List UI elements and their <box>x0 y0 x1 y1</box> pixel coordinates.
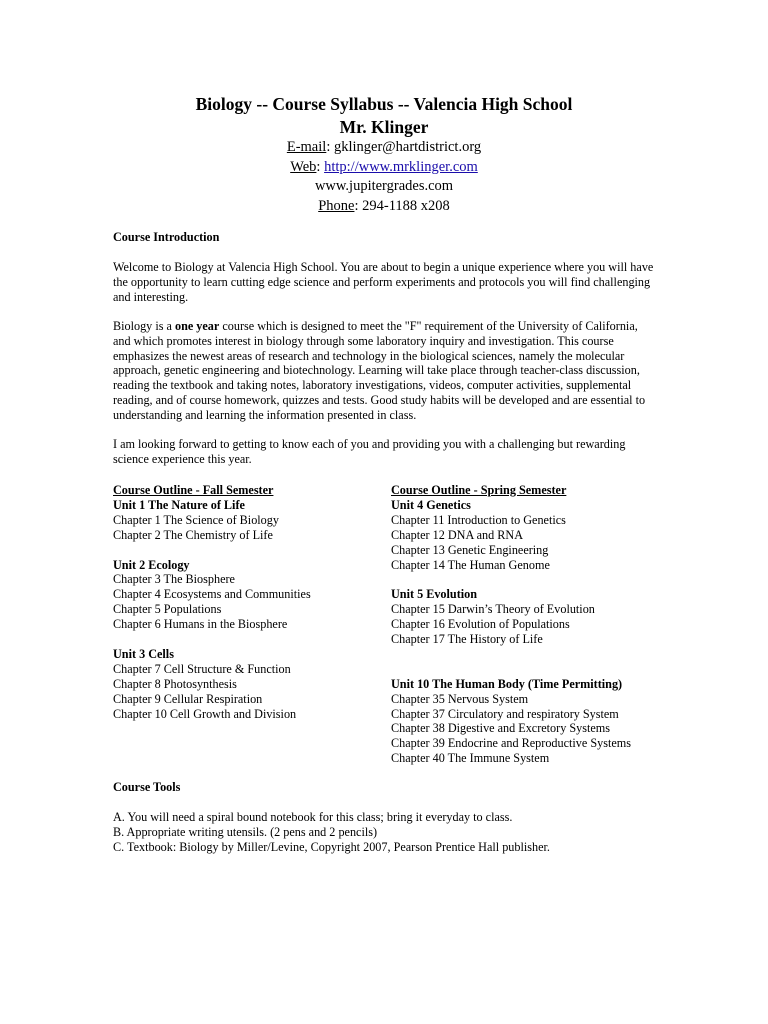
chapter-item: Chapter 11 Introduction to Genetics <box>391 512 566 527</box>
fall-outline-column <box>113 483 311 721</box>
chapter-item: Chapter 3 The Biosphere <box>113 572 235 587</box>
chapter-item: Chapter 37 Circulatory and respiratory System <box>391 706 619 721</box>
chapter-item: Chapter 10 Cell Growth and Division <box>113 706 297 721</box>
one-year-emphasis: one year <box>174 319 220 333</box>
unit-4-title: Unit 4 Genetics <box>391 497 471 512</box>
intro-text-2-start: Biology is a <box>113 319 175 333</box>
intro-paragraph-2 <box>113 319 658 423</box>
course-tools-heading: Course Tools <box>113 780 181 794</box>
syllabus-header <box>0 93 768 216</box>
intro-paragraph-3 <box>113 437 658 467</box>
phone-line: Phone: 294-1188 x208 <box>318 197 450 214</box>
chapter-item: Chapter 14 The Human Genome <box>391 557 550 572</box>
chapter-item: Chapter 7 Cell Structure & Function <box>113 661 291 676</box>
spring-outline-heading: Course Outline - Spring Semester <box>391 483 567 497</box>
teacher-name: Mr. Klinger <box>339 117 429 137</box>
unit-5-title: Unit 5 Evolution <box>391 587 478 602</box>
web-line: Web: http://www.mrklinger.com <box>290 158 478 175</box>
intro-heading: Course Introduction <box>113 230 220 244</box>
chapter-item: Chapter 39 Endocrine and Reproductive Systems <box>391 736 631 751</box>
phone-label: Phone <box>318 197 355 214</box>
document-title: Biology -- Course Syllabus -- Valencia High School <box>195 94 573 114</box>
chapter-item: Chapter 15 Darwin’s Theory of Evolution <box>391 602 595 617</box>
fall-outline-heading: Course Outline - Fall Semester <box>113 483 274 497</box>
unit-1-title: Unit 1 The Nature of Life <box>113 497 245 512</box>
email-address: gklinger@hartdistrict.org <box>333 139 482 155</box>
chapter-item: Chapter 8 Photosynthesis <box>113 676 237 691</box>
web-label: Web <box>290 158 317 175</box>
chapter-item: Chapter 9 Cellular Respiration <box>113 691 263 706</box>
tool-item: B. Appropriate writing utensils. (2 pens and 2 pencils) <box>113 824 378 839</box>
chapter-item: Chapter 35 Nervous System <box>391 691 529 706</box>
chapter-item: Chapter 16 Evolution of Populations <box>391 617 570 632</box>
chapter-item: Chapter 6 Humans in the Biosphere <box>113 617 288 632</box>
chapter-item: Chapter 13 Genetic Engineering <box>391 542 549 557</box>
chapter-item: Chapter 2 The Chemistry of Life <box>113 527 273 542</box>
course-tools-section <box>113 780 550 855</box>
unit-10-title: Unit 10 The Human Body (Time Permitting) <box>391 676 623 691</box>
tool-item: C. Textbook: Biology by Miller/Levine, Copyright 2007, Pearson Prentice Hall publisher. <box>113 839 550 854</box>
email-label: E-mail <box>286 139 327 155</box>
intro-text-1: Welcome to Biology at Valencia High School. You are about to begin a unique experience where you will have the opportunity to learn cutting edge science and perform experiments and protocols you will find challenging and interesting. <box>113 260 654 304</box>
intro-text-2-rest: course which is designed to meet the "F" requirement of the University of California, and which promotes interest in biology through some laboratory inquiry and investigation. This course emphasizes the newest areas of research and technology in the biological sciences, namely the molecular approach, genetic engineering and biotechnology. Learning will take place through teacher-class discussion, reading the textbook and taking notes, laboratory investigations, videos, computer activities, supplemental reading, and of course homework, quizzes and tests. Good study habits will be developed and are essential to understanding and learning the information presented in class. <box>113 319 646 422</box>
chapter-item: Chapter 12 DNA and RNA <box>391 527 524 542</box>
website-link[interactable]: http://www.mrklinger.com <box>324 158 478 175</box>
intro-text-3: I am looking forward to getting to know each of you and providing you with a challenging but rewarding science experience this year. <box>113 437 626 466</box>
email-line: E-mail: gklinger@hartdistrict.org <box>286 139 482 155</box>
chapter-item: Chapter 17 The History of Life <box>391 632 543 647</box>
intro-paragraph-1 <box>113 260 658 304</box>
chapter-item: Chapter 4 Ecosystems and Communities <box>113 587 311 602</box>
tool-item: A. You will need a spiral bound notebook for this class; bring it everyday to class. <box>113 809 513 824</box>
chapter-item: Chapter 5 Populations <box>113 602 222 617</box>
phone-number: 294-1188 x208 <box>362 197 450 214</box>
intro-heading-block <box>113 230 658 245</box>
chapter-item: Chapter 1 The Science of Biology <box>113 512 279 527</box>
chapter-item: Chapter 40 The Immune System <box>391 751 550 766</box>
intro-text-2 <box>113 319 658 423</box>
grades-site: www.jupitergrades.com <box>314 178 454 194</box>
unit-3-title: Unit 3 Cells <box>113 646 174 661</box>
chapter-item: Chapter 38 Digestive and Excretory Systems <box>391 721 610 736</box>
spring-outline-column <box>391 483 631 766</box>
unit-2-title: Unit 2 Ecology <box>113 557 190 572</box>
